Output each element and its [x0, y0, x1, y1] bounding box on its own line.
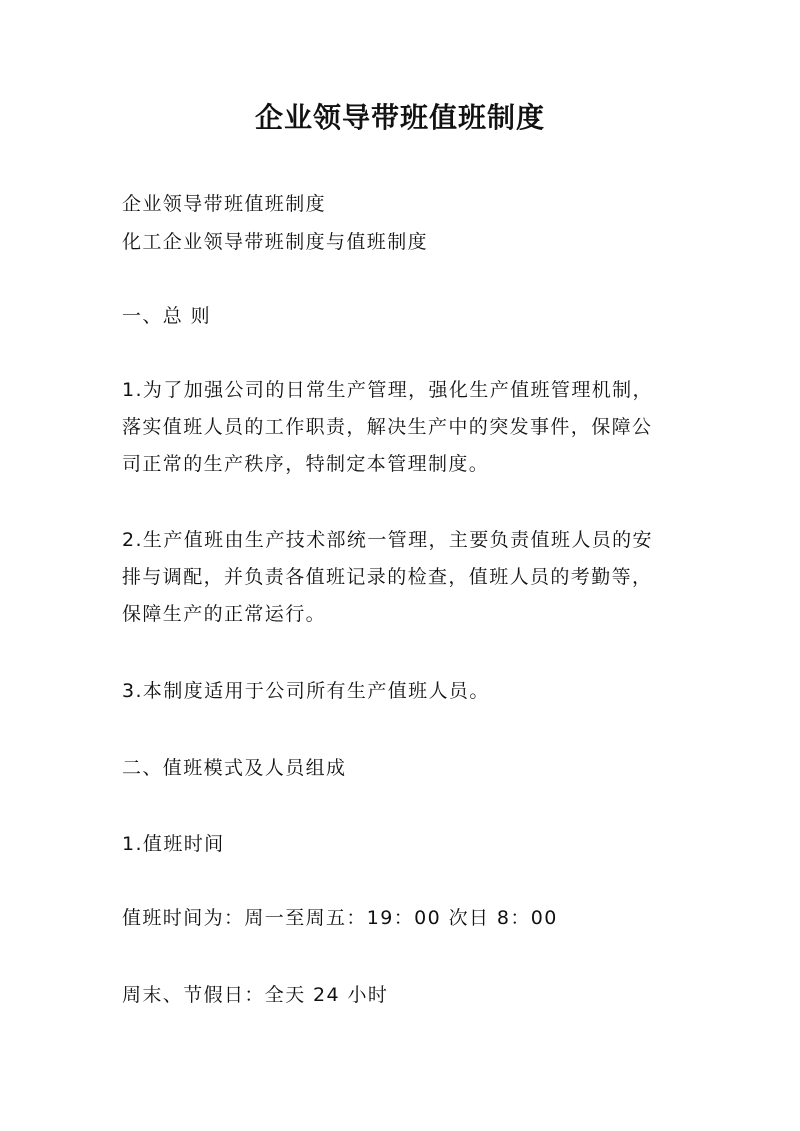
subsection-heading: 1.值班时间	[122, 833, 225, 855]
subtitle-line: 化工企业领导带班制度与值班制度	[122, 231, 429, 253]
paragraph-line: 3.本制度适用于公司所有生产值班人员。	[122, 680, 490, 702]
paragraph-line: 值班时间为：周一至周五：19：00 次日 8：00	[122, 907, 558, 929]
document-title: 企业领导带班值班制度	[254, 101, 545, 134]
section-heading: 一、总 则	[122, 305, 212, 327]
paragraph-line: 落实值班人员的工作职责，解决生产中的突发事件，保障公	[122, 416, 653, 438]
paragraph-line: 司正常的生产秩序，特制定本管理制度。	[122, 453, 490, 475]
paragraph-line: 周末、节假日：全天 24 小时	[122, 984, 389, 1006]
paragraph-line: 排与调配，并负责各值班记录的检查，值班人员的考勤等，	[122, 566, 653, 588]
section-heading: 二、值班模式及人员组成	[122, 757, 347, 779]
subtitle-line: 企业领导带班值班制度	[122, 193, 327, 215]
paragraph-line: 2.生产值班由生产技术部统一管理，主要负责值班人员的安	[122, 529, 653, 551]
paragraph-line: 1.为了加强公司的日常生产管理，强化生产值班管理机制，	[122, 379, 653, 401]
paragraph-line: 保障生产的正常运行。	[122, 603, 327, 625]
